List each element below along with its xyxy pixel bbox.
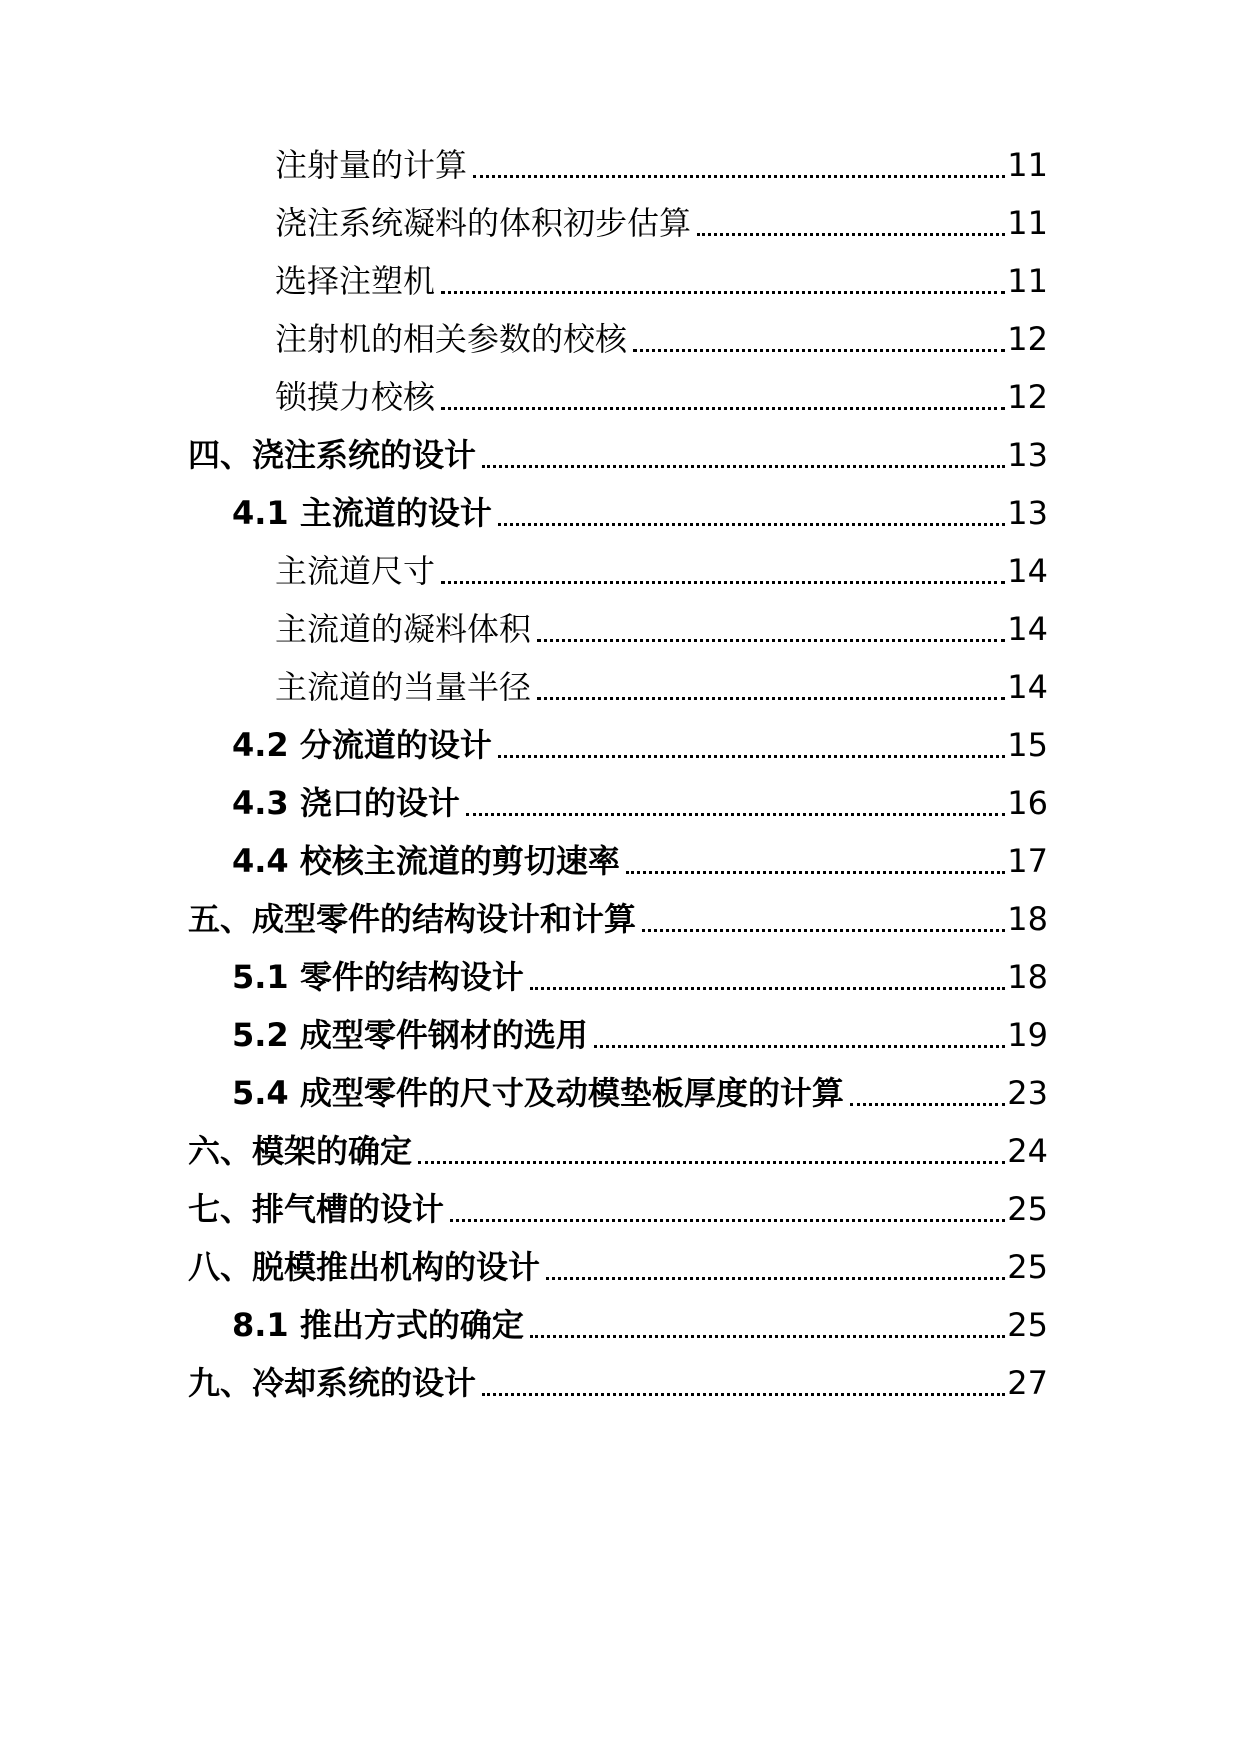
toc-entry-page: 14 xyxy=(1007,610,1048,648)
toc-entry-title: 八、脱模推出机构的设计 xyxy=(188,1248,541,1286)
toc-entry[interactable] xyxy=(275,546,1048,596)
toc-entry-page: 23 xyxy=(1007,1074,1048,1112)
toc-entry[interactable] xyxy=(232,488,1048,538)
toc-entry[interactable] xyxy=(232,778,1048,828)
toc-entry[interactable] xyxy=(188,1126,1048,1176)
dot-leader xyxy=(642,929,1005,932)
toc-entry[interactable] xyxy=(275,256,1048,306)
toc-entry[interactable] xyxy=(188,1242,1048,1292)
dot-leader xyxy=(466,813,1005,816)
toc-entry-page: 11 xyxy=(1007,204,1048,242)
toc-entry[interactable] xyxy=(232,1068,1048,1118)
dot-leader xyxy=(697,233,1005,236)
dot-leader xyxy=(482,1393,1005,1396)
toc-entry-page: 11 xyxy=(1007,146,1048,184)
toc-entry-page: 16 xyxy=(1007,784,1048,822)
toc-entry[interactable] xyxy=(232,1300,1048,1350)
toc-entry-title: 选择注塑机 xyxy=(275,262,436,300)
dot-leader xyxy=(441,407,1005,410)
toc-entry[interactable] xyxy=(232,836,1048,886)
toc-entry-page: 18 xyxy=(1007,900,1048,938)
toc-entry-title: 5.1 零件的结构设计 xyxy=(232,958,524,996)
toc-entry-title: 七、排气槽的设计 xyxy=(188,1190,445,1228)
toc-entry-title: 五、成型零件的结构设计和计算 xyxy=(188,900,637,938)
toc-entry-page: 18 xyxy=(1007,958,1048,996)
toc-entry-title: 注射机的相关参数的校核 xyxy=(275,320,628,358)
toc-entry-title: 四、浇注系统的设计 xyxy=(188,436,477,474)
toc-entry-page: 27 xyxy=(1007,1364,1048,1402)
toc-entry-page: 14 xyxy=(1007,668,1048,706)
toc-entry[interactable] xyxy=(275,314,1048,364)
dot-leader xyxy=(546,1277,1005,1280)
toc-entry-title: 主流道的凝料体积 xyxy=(275,610,532,648)
dot-leader xyxy=(498,523,1005,526)
toc-entry-title: 5.2 成型零件钢材的选用 xyxy=(232,1016,588,1054)
toc-entry[interactable] xyxy=(275,140,1048,190)
toc-entry-title: 主流道的当量半径 xyxy=(275,668,532,706)
toc-entry-page: 11 xyxy=(1007,262,1048,300)
dot-leader xyxy=(537,639,1005,642)
toc-entry-title: 8.1 推出方式的确定 xyxy=(232,1306,524,1344)
toc-entry-title: 主流道尺寸 xyxy=(275,552,436,590)
toc-entry[interactable] xyxy=(275,372,1048,422)
toc-entry-page: 13 xyxy=(1007,494,1048,532)
toc-entry-page: 12 xyxy=(1007,320,1048,358)
toc-entry[interactable] xyxy=(188,1184,1048,1234)
dot-leader xyxy=(530,987,1005,990)
dot-leader xyxy=(626,871,1005,874)
toc-entry-page: 12 xyxy=(1007,378,1048,416)
dot-leader xyxy=(633,349,1005,352)
dot-leader xyxy=(450,1219,1005,1222)
dot-leader xyxy=(498,755,1005,758)
toc-entry-page: 15 xyxy=(1007,726,1048,764)
toc-entry-title: 4.4 校核主流道的剪切速率 xyxy=(232,842,620,880)
toc-entry-page: 25 xyxy=(1007,1190,1048,1228)
toc-entry-title: 锁摸力校核 xyxy=(275,378,436,416)
toc-entry[interactable] xyxy=(232,1010,1048,1060)
toc-entry-page: 17 xyxy=(1007,842,1048,880)
toc-entry-title: 九、冷却系统的设计 xyxy=(188,1364,477,1402)
dot-leader xyxy=(594,1045,1005,1048)
toc-entry[interactable] xyxy=(275,198,1048,248)
toc-entry-page: 24 xyxy=(1007,1132,1048,1170)
toc-entry-page: 25 xyxy=(1007,1248,1048,1286)
toc-entry[interactable] xyxy=(232,952,1048,1002)
dot-leader xyxy=(850,1103,1005,1106)
toc-entry-title: 浇注系统凝料的体积初步估算 xyxy=(275,204,692,242)
toc-entry-page: 25 xyxy=(1007,1306,1048,1344)
toc-entry-title: 4.3 浇口的设计 xyxy=(232,784,460,822)
dot-leader xyxy=(441,581,1005,584)
toc-entry[interactable] xyxy=(188,430,1048,480)
toc-entry-page: 19 xyxy=(1007,1016,1048,1054)
toc-entry-title: 4.2 分流道的设计 xyxy=(232,726,492,764)
toc-entry-page: 13 xyxy=(1007,436,1048,474)
toc-entry[interactable] xyxy=(232,720,1048,770)
dot-leader xyxy=(441,291,1005,294)
toc-entry-title: 六、模架的确定 xyxy=(188,1132,413,1170)
toc-entry-title: 注射量的计算 xyxy=(275,146,468,184)
toc-entry[interactable] xyxy=(275,604,1048,654)
dot-leader xyxy=(473,175,1005,178)
toc-entry-title: 5.4 成型零件的尺寸及动模垫板厚度的计算 xyxy=(232,1074,844,1112)
toc-entry-title: 4.1 主流道的设计 xyxy=(232,494,492,532)
dot-leader xyxy=(530,1335,1005,1338)
toc-entry[interactable] xyxy=(275,662,1048,712)
toc-entry[interactable] xyxy=(188,894,1048,944)
toc-entry[interactable] xyxy=(188,1358,1048,1408)
dot-leader xyxy=(482,465,1005,468)
toc-entry-page: 14 xyxy=(1007,552,1048,590)
dot-leader xyxy=(537,697,1005,700)
dot-leader xyxy=(418,1161,1005,1164)
